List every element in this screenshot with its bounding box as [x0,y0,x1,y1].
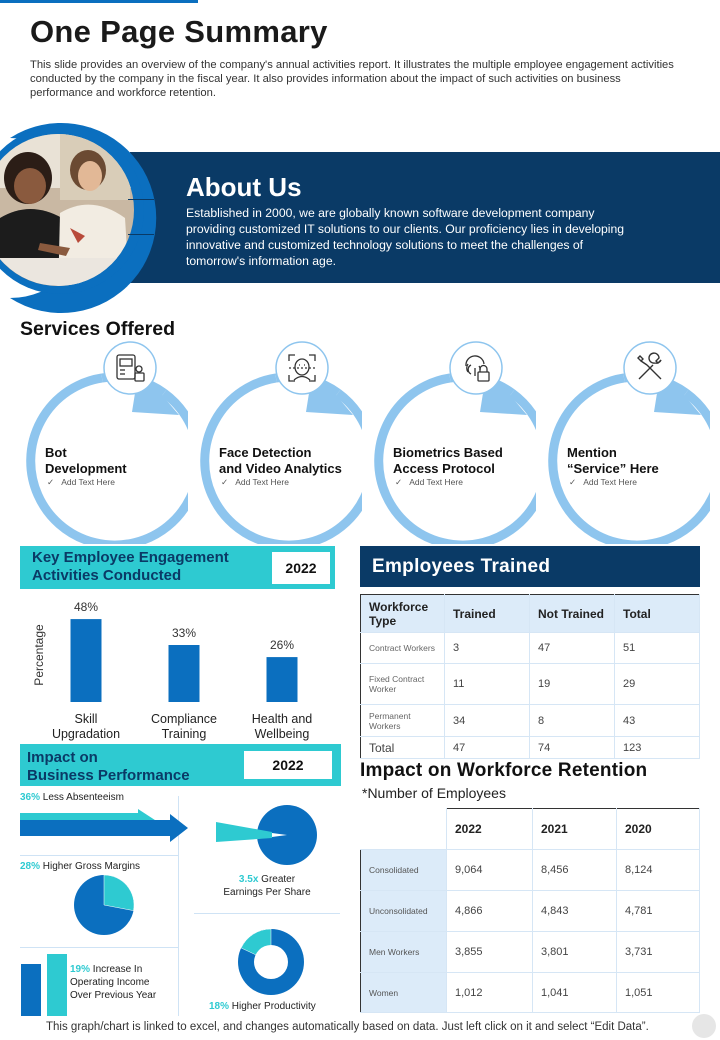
margins-metric: 28% Higher Gross Margins [20,861,141,872]
service-card-bot [14,340,188,544]
employees-trained-table [360,594,700,759]
operating-income-bars [20,952,68,1016]
category-label: Skill [74,712,98,726]
table-row: Men Workers 3,855 3,801 3,731 [361,932,700,973]
absenteeism-arrows [20,806,190,846]
col-header: Workforce Type [361,595,445,633]
bar-value-label: 48% [73,600,99,615]
bar-0 [71,619,102,702]
team-photo [0,118,175,318]
employees-trained-title: Employees Trained [372,556,551,577]
service-label: Mention “Service” Here [567,445,659,476]
bar-value-label: 33% [171,626,197,640]
eps-metric: 3.5x Greater Earnings Per Share [223,874,311,898]
bar-2 [267,657,298,702]
table-row: Consolidated 9,064 8,456 8,124 [361,850,700,891]
service-card-face-detection [188,340,362,544]
service-ring [362,340,536,544]
bar-value-label: 26% [269,638,295,653]
service-ring [14,340,188,544]
service-label: Face Detection and Video Analytics [219,445,342,476]
service-sub: ✓ Add Text Here [47,477,115,487]
col-header: Not Trained [530,595,615,633]
service-sub: ✓ Add Text Here [395,477,463,487]
service-sub: ✓ Add Text Here [569,477,637,487]
col-header: 2020 [617,809,700,850]
about-text: Established in 2000, we are globally known software development company providing customized IT solutions to our clients. Our proficiency lies in developing innovative and customized technology solutions to meet the challenges of tomorrow's information age. [186,206,625,268]
productivity-donut [237,928,305,996]
business-divider-3 [194,913,340,914]
about-divider-top [128,199,154,200]
eps-pie [214,804,320,866]
top-accent-line [0,0,198,3]
category-label: Training [161,727,207,741]
service-label: Biometrics Based Access Protocol [393,445,503,476]
service-ring [188,340,362,544]
absenteeism-metric: 36% Less Absenteeism [20,792,124,803]
table-row: Fixed Contract Worker 11 19 29 [361,664,700,705]
retention-subtitle: *Number of Employees [362,785,506,801]
table-row: Women 1,012 1,041 1,051 [361,973,700,1013]
business-title: Impact on Business Performance [27,749,190,784]
intro-paragraph: This slide provides an overview of the company's annual activities report. It illustrates the multiple employee engagement activities conducted by the company in the fiscal year. It also provides information about the impact of such activities on business performance and workforce retention. [30,59,674,99]
margins-slice [104,875,134,911]
engagement-year: 2022 [272,552,330,584]
chart-ylabel: Percentage [32,624,46,686]
engagement-bar-chart [20,592,340,742]
bar-1 [169,645,200,702]
operating-income-metric: 19% Increase In Operating Income Over Previous Year [70,964,157,1001]
services-title: Services Offered [20,318,176,340]
about-divider-bottom [128,234,154,235]
table-row: Contract Workers 3 47 51 [361,633,700,664]
productivity-metric: 18% Higher Productivity [209,1001,316,1012]
col-header [361,809,447,850]
service-sub: ✓ Add Text Here [221,477,289,487]
col-header: 2022 [447,809,533,850]
table-row: Unconsolidated 4,866 4,843 4,781 [361,891,700,932]
col-header: 2021 [533,809,617,850]
icon-badge [104,342,156,394]
service-card-mention [536,340,710,544]
page-title: One Page Summary [30,14,328,49]
page-corner-badge [692,1014,716,1038]
business-divider-2 [20,947,178,948]
category-label: Health and [251,712,313,726]
business-year: 2022 [244,751,332,779]
engagement-title: Key Employee Engagement Activities Conducted [32,549,229,584]
category-label: Compliance [150,712,218,726]
retention-table [360,808,700,1013]
table-total-row: Total 47 74 123 [361,737,700,759]
business-divider-1 [20,855,178,856]
service-card-biometrics [362,340,536,544]
col-header: Trained [445,595,530,633]
service-ring [536,340,710,544]
icon-badge [450,342,502,394]
retention-title: Impact on Workforce Retention [360,760,648,781]
about-title: About Us [186,172,302,202]
service-label: Bot Development [45,445,127,476]
margins-pie [73,874,137,938]
table-row: Permanent Workers 34 8 43 [361,705,700,737]
category-label: Upgradation [51,727,121,741]
footer-note: This graph/chart is linked to excel, and changes automatically based on data. Just left click on it and select “Edit Data”. [46,1021,649,1033]
col-header: Total [615,595,700,633]
category-label: Wellbeing [254,727,310,741]
